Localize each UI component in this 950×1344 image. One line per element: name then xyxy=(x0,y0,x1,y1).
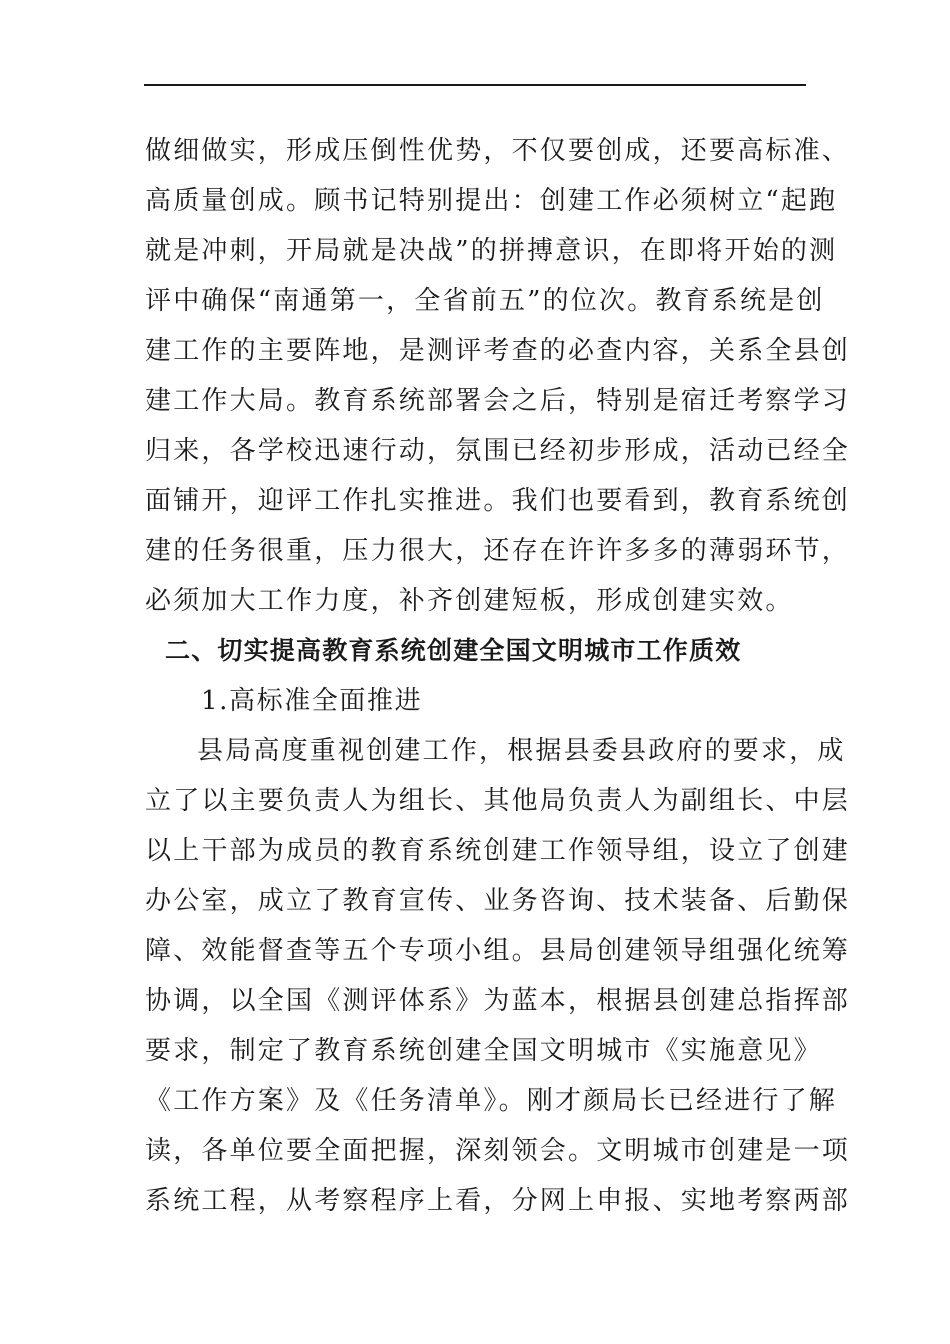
text-line: 立了以主要负责人为组长、其他局负责人为副组长、中层 xyxy=(145,786,851,816)
text-line: 县局高度重视创建工作，根据县委县政府的要求，成 xyxy=(197,736,846,766)
text-line: 障、效能督查等五个专项小组。县局创建领导组强化统筹 xyxy=(145,936,851,966)
text-line: 面铺开，迎评工作扎实推进。我们也要看到，教育系统创 xyxy=(145,486,851,516)
subheading: 1.高标准全面推进 xyxy=(201,686,423,716)
paragraph-1 xyxy=(145,126,851,626)
text-line: 建工作大局。教育系统部署会之后，特别是宿迁考察学习 xyxy=(145,386,851,416)
text-line: 做细做实，形成压倒性优势，不仅要创成，还要高标准、 xyxy=(145,136,851,166)
header-rule xyxy=(144,84,806,86)
text-line: 高质量创成。顾书记特别提出：创建工作必须树立“起跑 xyxy=(145,186,838,216)
text-line: 《工作方案》及《任务清单》。刚才颜局长已经进行了解 xyxy=(145,1086,838,1116)
text-line: 办公室，成立了教育宣传、业务咨询、技术装备、后勤保 xyxy=(145,886,851,916)
paragraph-2 xyxy=(145,726,851,1226)
text-line: 建的任务很重，压力很大，还存在许许多多的薄弱环节， xyxy=(145,536,851,566)
text-line: 系统工程，从考察程序上看，分网上申报、实地考察两部 xyxy=(145,1186,851,1216)
text-line: 以上干部为成员的教育系统创建工作领导组，设立了创建 xyxy=(145,836,851,866)
text-line: 建工作的主要阵地，是测评考查的必查内容，关系全县创 xyxy=(145,336,851,366)
text-line: 协调，以全国《测评体系》为蓝本，根据县创建总指挥部 xyxy=(145,986,851,1016)
text-line: 必须加大工作力度，补齐创建短板，形成创建实效。 xyxy=(145,586,794,616)
text-line: 读，各单位要全面把握，深刻领会。文明城市创建是一项 xyxy=(145,1136,851,1166)
section-heading: 二、切实提高教育系统创建全国文明城市工作质效 xyxy=(165,636,742,665)
text-line: 就是冲刺，开局就是决战”的拼搏意识，在即将开始的测 xyxy=(145,236,838,266)
text-line: 归来，各学校迅速行动，氛围已经初步形成，活动已经全 xyxy=(145,436,851,466)
text-line: 要求，制定了教育系统创建全国文明城市《实施意见》 xyxy=(145,1036,822,1066)
text-line: 评中确保“南通第一，全省前五”的位次。教育系统是创 xyxy=(145,286,825,316)
document-body xyxy=(145,126,851,1226)
